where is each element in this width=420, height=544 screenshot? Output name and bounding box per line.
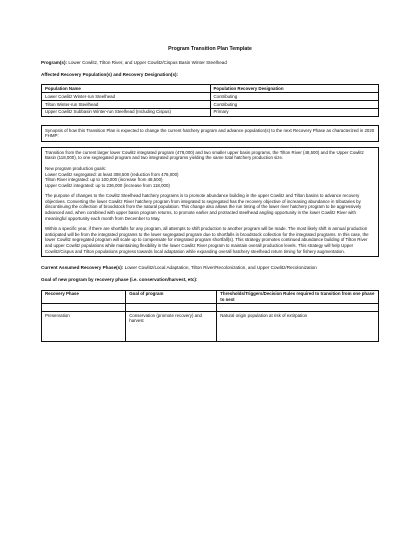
- recovery-phase-cell: Preservation: [42, 312, 126, 342]
- column-header-recovery-phase: Recovery Phase: [42, 290, 126, 303]
- designation-cell: Contributing: [210, 93, 379, 101]
- programs-line: [41, 60, 379, 66]
- current-phase-line: [41, 265, 379, 271]
- synopsis-prompt-box: Synopsis of how this Transition Plan is expected to change the current hatchery program and advance population(s) to the next Recovery Phase as characterized in 2020 FHMP:: [41, 125, 379, 142]
- affected-populations-heading: Affected Recovery Population(s) and Recovery Designation(s):: [41, 72, 179, 78]
- current-phase-label: Current Assumed Recovery Phase(s):: [41, 265, 124, 271]
- population-table-header: [42, 85, 379, 93]
- table-row: [42, 100, 379, 108]
- goal-table-header: [42, 290, 379, 303]
- population-name-cell: Tilton Winter-run Steelhead: [42, 100, 211, 108]
- goal-by-phase-heading: Goal of new program by recovery phase (i.e. conservation/harvest, etc):: [41, 277, 198, 283]
- table-row: [42, 93, 379, 101]
- document-title: Program Transition Plan Template: [168, 46, 252, 52]
- current-phase-value: Lower Cowlitz/Local Adaptation, Tilton River/Recolonization, and Upper Cowlitz/Recolonization: [123, 265, 317, 271]
- population-table: [41, 84, 379, 116]
- column-header-recovery-designation: Population Recovery Designation: [210, 85, 379, 93]
- programs-label: Program(s):: [41, 60, 68, 65]
- programs-value: Lower Cowlitz, Tilton River, and Upper Cowlitz/Cispus Basin Winter Steelhead: [67, 60, 227, 65]
- production-goals-heading: New program production goals:: [45, 165, 107, 171]
- synopsis-box: [41, 147, 379, 258]
- designation-cell: Primary: [210, 108, 379, 116]
- goal-tilton-river: Tilton River integrated: up to 100,000 (increase from 48,500): [45, 177, 163, 183]
- goal-table: [41, 290, 379, 343]
- designation-cell: Contributing: [210, 100, 379, 108]
- production-goals-block: [45, 166, 375, 188]
- goal-lower-cowlitz: Lower Cowlitz segregated: at least 308,500 (reduction from 478,000): [45, 171, 179, 177]
- purpose-paragraph: The purpose of changes to the Cowlitz Steelhead hatchery programs is to promote abundance building in the upper Cowlitz and Tilton basins to advance recovery objectives. Converting the lower Cowlitz River hatchery program from integrated to segregated has the recovery objective of increasing abundance in tributaries by discontinuing the collection of broodstock from the natural population. This change also allows the run timing of the lower river hatchery program to be aggressively advanced and, when combined with upper basin program returns, to promote earlier and protracted steelhead angling opportunity in the lower Cowlitz River with meaningful opportunity each month from December to May.: [45, 193, 362, 221]
- column-header-thresholds: Thresholds/Triggers/Decision Rules required to transition from one phase to next: [217, 290, 379, 303]
- threshold-cell: Natural origin population at risk of extirpation: [217, 312, 379, 342]
- goal-cell: [126, 304, 217, 312]
- table-row: [42, 108, 379, 116]
- table-row: [42, 312, 379, 342]
- document-page: [41, 46, 379, 342]
- shortfalls-paragraph: Within a specific year, if there are shortfalls for any program, all attempts to shift production to another program will be made. The most likely shift in annual production anticipated will be from the integrated programs to the lower segregated program due to shortfalls in broodstock collection for the integrated programs. In this case, the lower Cowlitz segregated program will scale up to compensate for integrated program shortfall(s). This strategy promotes continued abundance building of Tilton River and upper Cowlitz populations while maintaining flexibility in the lower Cowlitz River program to maintain overall production levels. This strategy will help Upper Cowlitz/Cispus and Tilton populations progress towards local adaptation while expanding overall hatchery steelhead return timing for fishery augmentation.: [45, 226, 369, 254]
- column-header-goal-of-program: Goal of program: [126, 290, 217, 303]
- column-header-population-name: Population Name: [42, 85, 211, 93]
- goal-cell: Conservation (promote recovery) and harvest: [126, 312, 217, 342]
- transition-paragraph: Transition from the current larger lower Cowlitz integrated program (478,000) and two smaller upper basin programs, the Tilton River (48,500) and the Upper Cowlitz Basin (118,000), to one segregated program and two integrated programs yielding the same total hatchery production size.: [45, 149, 364, 161]
- recovery-phase-cell: [42, 304, 126, 312]
- population-name-cell: Lower Cowlitz Winter-run Steelhead: [42, 93, 211, 101]
- table-row: [42, 304, 379, 312]
- threshold-cell: [217, 304, 379, 312]
- goal-upper-cowlitz: Upper Cowlitz integrated: up to 236,000 (increase from 118,000): [45, 182, 170, 188]
- population-name-cell: Upper Cowlitz Subbasin Winter-run Steelhead (Including Cispus): [42, 108, 211, 116]
